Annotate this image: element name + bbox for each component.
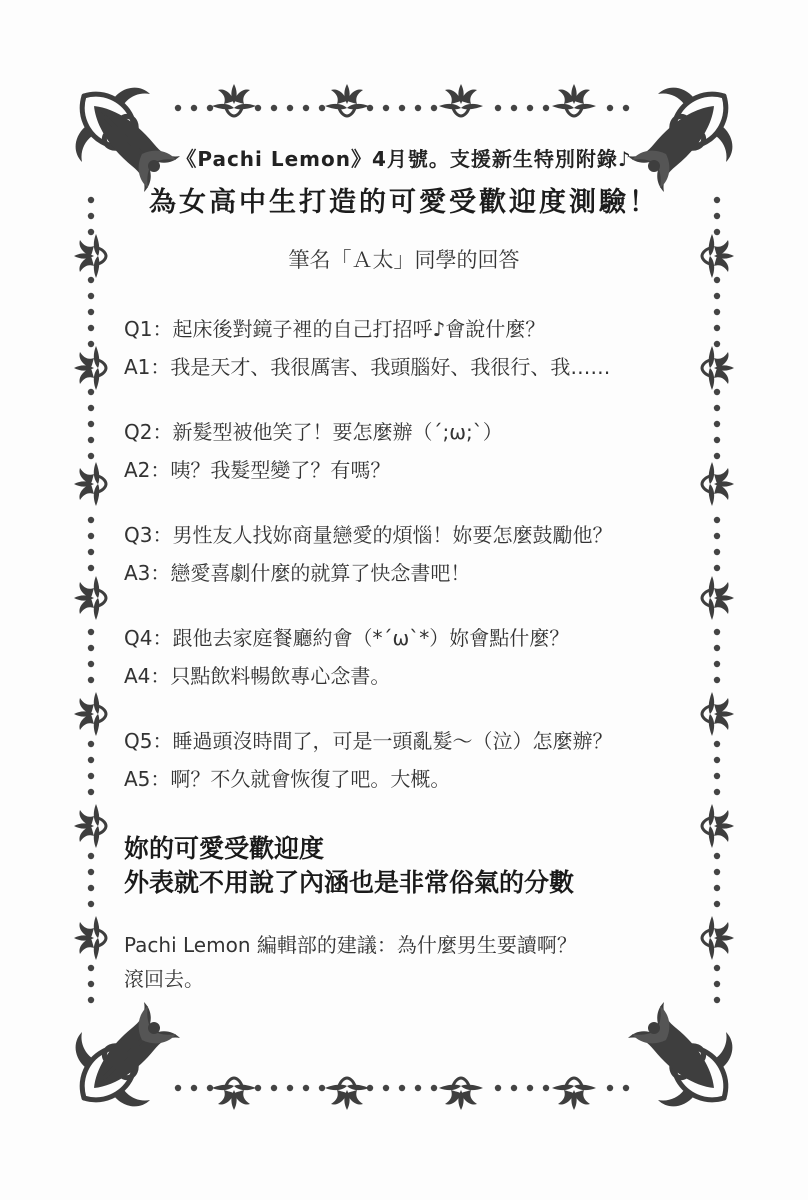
magazine-header: 《Pachi Lemon》4月號。支援新生特別附錄♪ bbox=[176, 147, 632, 171]
question: Q1：起床後對鏡子裡的自己打招呼♪會說什麼？ bbox=[124, 317, 546, 341]
qa-item bbox=[124, 722, 724, 825]
question: Q5：睡過頭沒時間了，可是一頭亂髮～（泣）怎麼辦？ bbox=[124, 729, 613, 753]
pen-name-heading: 筆名「Ａ太」同學的回答 bbox=[288, 248, 520, 272]
qa-item bbox=[124, 619, 724, 722]
result-block bbox=[124, 832, 724, 900]
qa-item bbox=[124, 310, 724, 413]
answer: A2：咦？我髮型變了？有嗎？ bbox=[124, 458, 391, 482]
result-title: 妳的可愛受歡迎度 bbox=[124, 834, 325, 863]
answer: A3：戀愛喜劇什麼的就算了快念書吧！ bbox=[124, 561, 471, 585]
qa-list bbox=[124, 310, 724, 825]
answer: A1：我是天才、我很厲害、我頭腦好、我很行、我…… bbox=[124, 355, 611, 379]
answer: A5：啊？不久就會恢復了吧。大概。 bbox=[124, 767, 451, 791]
advice-block bbox=[124, 928, 724, 996]
qa-item bbox=[124, 413, 724, 516]
qa-item bbox=[124, 516, 724, 619]
question: Q2：新髮型被他笑了！要怎麼辦（´;ω;`） bbox=[124, 420, 503, 444]
answer: A4：只點飲料暢飲專心念書。 bbox=[124, 664, 391, 688]
quiz-title: 為女高中生打造的可愛受歡迎度測驗！ bbox=[149, 187, 659, 218]
advice-text: Pachi Lemon 編輯部的建議：為什麼男生要讀啊？ bbox=[124, 933, 577, 957]
result-score: 外表就不用說了內涵也是非常俗氣的分數 bbox=[124, 868, 575, 897]
question: Q4：跟他去家庭餐廳約會（*´ω`*）妳會點什麼？ bbox=[124, 626, 570, 650]
advice-reply: 滾回去。 bbox=[124, 967, 204, 991]
question: Q3：男性友人找妳商量戀愛的煩惱！妳要怎麼鼓勵他？ bbox=[124, 523, 613, 547]
